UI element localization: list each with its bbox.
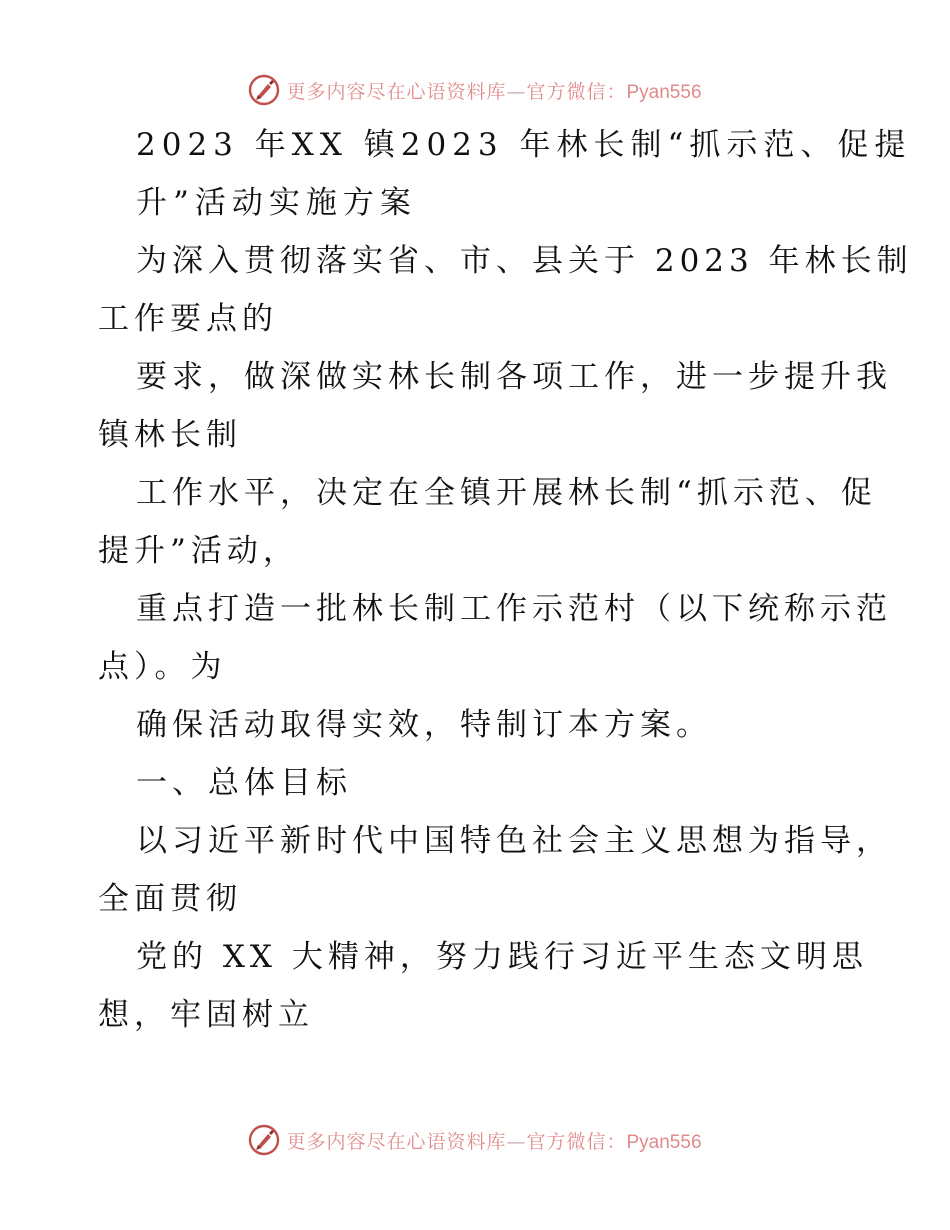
document-title-line-1: 2023 年XX 镇2023 年林长制“抓示范、促提 [136, 127, 912, 163]
footer-watermark [0, 1120, 950, 1160]
paragraph-line: 工作水平，决定在全镇开展林长制“抓示范、促 [136, 475, 877, 511]
paragraph-line: 点）。为 [98, 649, 227, 685]
paragraph-line: 镇林长制 [98, 417, 242, 453]
paragraph-line: 确保活动取得实效，特制订本方案。 [136, 707, 712, 743]
paragraph-line: 要求，做深做实林长制各项工作，进一步提升我 [136, 359, 892, 395]
watermark-text: 更多内容尽在心语资料库—官方微信：Pyan556 [286, 1130, 702, 1153]
document-title-line-2: 升”活动实施方案 [136, 185, 417, 221]
pen-logo-icon [248, 74, 280, 106]
paragraph-line: 全面贯彻 [98, 881, 242, 917]
paragraph-line: 提升”活动， [98, 533, 299, 569]
paragraph-line: 重点打造一批林长制工作示范村（以下统称示范 [136, 591, 892, 627]
section-heading: 一、总体目标 [136, 765, 352, 801]
paragraph-line: 为深入贯彻落实省、市、县关于 2023 年林长制 [136, 243, 913, 279]
paragraph-line: 党的 XX 大精神，努力践行习近平生态文明思 [136, 939, 868, 975]
document-body [98, 116, 913, 1044]
paragraph-line: 工作要点的 [98, 301, 278, 337]
watermark-text: 更多内容尽在心语资料库—官方微信：Pyan556 [286, 80, 702, 103]
header-watermark [0, 70, 950, 110]
paragraph-line: 以习近平新时代中国特色社会主义思想为指导， [136, 823, 892, 859]
pen-logo-icon [248, 1124, 280, 1156]
paragraph-line: 想，牢固树立 [98, 997, 314, 1033]
